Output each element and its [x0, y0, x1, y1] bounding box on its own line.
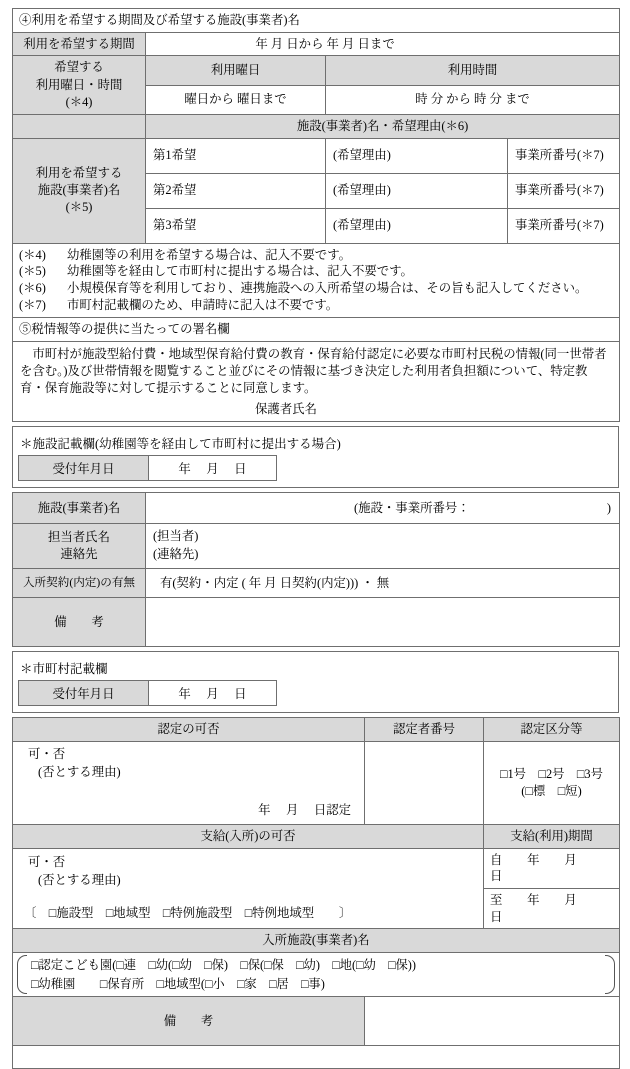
approval-line-2: (否とする理由)	[38, 764, 121, 779]
facility-header-row	[13, 114, 620, 138]
facility-entry-inner	[13, 427, 618, 487]
notes-row	[13, 243, 620, 318]
facility-contact-label	[13, 524, 146, 569]
section5-body-row	[13, 342, 620, 422]
facility-wish-label	[13, 138, 146, 243]
approval-header-row	[13, 718, 620, 742]
municipality-entry-box	[12, 651, 619, 713]
payment-period-header: 支給(利用)期間	[484, 824, 620, 848]
municipality-footer-blank	[13, 1046, 620, 1069]
facility-label-line-3: (＊5)	[65, 200, 93, 215]
section4-title: ④利用を希望する期間及び希望する施設(事業者)名	[13, 9, 620, 33]
enrolled-line-1[interactable]: □認定こども園(□連 □幼(□幼 □保) □保(□保 □幼) □地(□幼 □保))	[31, 958, 416, 973]
enrolled-facility-header: 入所施設(事業者)名	[13, 929, 620, 953]
use-period-label: 利用を希望する期間	[13, 32, 146, 56]
choice-2-reason[interactable]: (希望理由)	[326, 173, 508, 208]
contact-label-line-1: 担当者氏名	[48, 530, 110, 545]
section5-title: ⑤税情報等の提供に当たっての署名欄	[13, 318, 620, 342]
note-line-3	[19, 280, 613, 297]
municipality-remarks-label: 備 考	[13, 997, 365, 1046]
wish-label-line-1: 希望する	[54, 60, 104, 75]
consent-text: 市町村が施設型給付費・地域型保育給付費の教育・保育給付認定に必要な市町村民税の情報(同一世帯者を含む。)及び世帯情報を閲覧すること並びにその情報に基づき決定した利用者負担額について、特定教育・保育施設等に対して提示することに同意します。	[20, 347, 607, 395]
facility-entry-box	[12, 426, 619, 488]
approval-date[interactable]: 年 月 日認定	[258, 802, 351, 817]
choice-1-rank[interactable]: 第1希望	[146, 138, 326, 173]
facility-receipt-table	[18, 455, 277, 481]
contact-label-line-2: 連絡先	[60, 547, 98, 562]
contract-status-label: 入所契約(内定)の有無	[13, 569, 146, 598]
facility-contact-row	[13, 524, 620, 569]
section5-consent	[13, 342, 620, 422]
facility-contact-value[interactable]	[146, 524, 620, 569]
payment-line-1: 可・否	[28, 854, 66, 869]
use-period-row	[13, 32, 620, 56]
enrolled-value-row	[13, 953, 620, 997]
payment-header: 支給(入所)の可否	[13, 824, 484, 848]
note-tag-1: (＊4)	[19, 247, 46, 262]
payment-header-row	[13, 824, 620, 848]
enrolled-header-row	[13, 929, 620, 953]
guardian-name-label: 保護者氏名	[255, 402, 317, 417]
weekday-header: 利用曜日	[146, 56, 326, 85]
facility-office-no-close: )	[606, 500, 611, 515]
contract-status-value[interactable]: 有(契約・内定 ( 年 月 日契約(内定))) ・ 無	[146, 569, 620, 598]
facility-name-label: 施設(事業者)名	[13, 493, 146, 524]
note-text-4: 市町村記載欄のため、申請時に記入は不要です。	[67, 297, 339, 312]
choice-3-reason[interactable]: (希望理由)	[326, 208, 508, 243]
use-period-value[interactable]: 年 月 日から 年 月 日まで	[146, 32, 620, 56]
time-value[interactable]: 時 分 から 時 分 まで	[326, 85, 620, 114]
facility-label-line-2: 施設(事業者)名	[37, 182, 121, 197]
municipality-decision-table	[12, 717, 620, 1069]
choice-row-1	[13, 138, 620, 173]
enrolled-facility-value[interactable]	[13, 953, 620, 997]
facility-name-value[interactable]	[146, 493, 620, 524]
choice-2-office-no[interactable]: 事業所番号(＊7)	[508, 173, 620, 208]
facility-contract-row	[13, 569, 620, 598]
payment-value-row	[13, 848, 620, 888]
approval-header: 認定の可否	[13, 718, 365, 742]
municipality-section-heading: ＊市町村記載欄	[20, 662, 108, 677]
municipality-remarks-value[interactable]	[365, 997, 620, 1046]
facility-section-heading: ＊施設記載欄(幼稚園等を経由して市町村に提出する場合)	[20, 437, 341, 452]
municipality-footer-row	[13, 1046, 620, 1069]
wish-weekday-header-row	[13, 56, 620, 85]
note-line-4	[19, 297, 613, 314]
facility-remarks-label: 備 考	[13, 598, 146, 647]
section4-title-row	[13, 9, 620, 33]
category-line-2: (□標 □短)	[521, 783, 582, 798]
note-text-3: 小規模保育等を利用しており、連携施設への入所希望の場合は、その旨も記入してください。	[67, 281, 588, 295]
facility-receipt-label: 受付年月日	[19, 456, 149, 481]
category-value[interactable]	[484, 741, 620, 824]
facility-header-spacer	[13, 114, 146, 138]
facility-receipt-row	[19, 456, 277, 481]
category-line-1: □1号 □2号 □3号	[500, 766, 603, 781]
enrolled-bracket-group	[13, 953, 619, 996]
choice-3-office-no[interactable]: 事業所番号(＊7)	[508, 208, 620, 243]
category-header: 認定区分等	[484, 718, 620, 742]
choice-1-office-no[interactable]: 事業所番号(＊7)	[508, 138, 620, 173]
time-header: 利用時間	[326, 56, 620, 85]
wish-label-line-3: (＊4)	[65, 94, 93, 109]
note-tag-3: (＊6)	[19, 281, 46, 295]
municipality-receipt-value[interactable]: 年 月 日	[149, 681, 277, 706]
approval-value-row	[13, 741, 620, 824]
municipality-receipt-label: 受付年月日	[19, 681, 149, 706]
note-tag-2: (＊5)	[19, 264, 46, 279]
choice-3-rank[interactable]: 第3希望	[146, 208, 326, 243]
approval-value[interactable]	[13, 741, 365, 824]
payment-type-checkboxes[interactable]: 〔 □施設型 □地域型 □特例施設型 □特例地域型 〕	[24, 906, 352, 921]
facility-office-no-hint: (施設・事業所番号：	[354, 500, 470, 515]
facility-name-row	[13, 493, 620, 524]
choice-2-rank[interactable]: 第2希望	[146, 173, 326, 208]
contact-value-line-2: (連絡先)	[153, 547, 199, 562]
weekday-value[interactable]: 曜日から 曜日まで	[146, 85, 326, 114]
approver-no-value[interactable]	[365, 741, 484, 824]
municipality-receipt-row	[19, 681, 277, 706]
period-from[interactable]: 自 年 月 日	[484, 848, 620, 888]
section4-table	[12, 8, 620, 422]
wish-label-line-2: 利用曜日・時間	[35, 77, 123, 92]
approval-line-1: 可・否	[28, 746, 66, 761]
payment-line-2: (否とする理由)	[38, 872, 121, 887]
note-tag-4: (＊7)	[19, 297, 46, 312]
section5-title-row	[13, 318, 620, 342]
note-text-1: 幼稚園等の利用を希望する場合は、記入不要です。	[67, 247, 351, 262]
facility-remarks-value[interactable]	[146, 598, 620, 647]
facility-remarks-row	[13, 598, 620, 647]
note-text-2: 幼稚園等を経由して市町村に提出する場合は、記入不要です。	[67, 264, 413, 279]
facility-details-table	[12, 492, 620, 647]
note-line-1	[19, 247, 613, 264]
facility-header: 施設(事業者)名・希望理由(＊6)	[146, 114, 620, 138]
note-line-2	[19, 263, 613, 280]
municipality-entry-inner	[13, 652, 618, 712]
period-to[interactable]: 至 年 月 日	[484, 889, 620, 929]
facility-label-line-1: 利用を希望する	[35, 165, 123, 180]
contact-value-line-1: (担当者)	[153, 529, 199, 544]
notes-block	[13, 243, 620, 318]
municipality-remarks-row	[13, 997, 620, 1046]
municipality-receipt-table	[18, 680, 277, 706]
enrolled-line-2[interactable]: □幼稚園 □保育所 □地域型(□小 □家 □居 □事)	[31, 976, 325, 991]
wish-weekday-time-label	[13, 56, 146, 114]
payment-value[interactable]	[13, 848, 484, 929]
choice-1-reason[interactable]: (希望理由)	[326, 138, 508, 173]
approver-no-header: 認定者番号	[365, 718, 484, 742]
facility-receipt-value[interactable]: 年 月 日	[149, 456, 277, 481]
